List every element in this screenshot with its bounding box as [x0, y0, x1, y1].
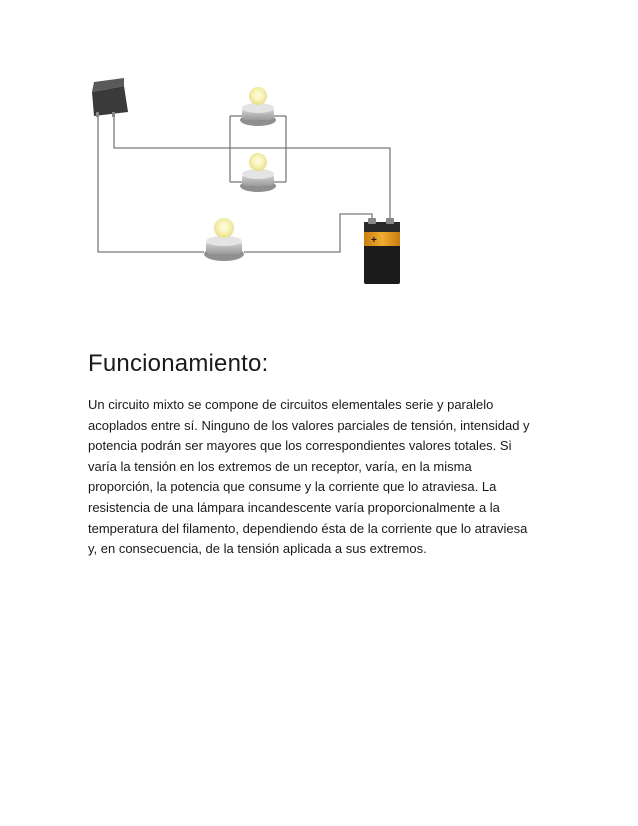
paragraph-line: temperatura del filamento, dependiendo ésta de la corriente que lo atraviesa	[88, 520, 528, 536]
mixed-circuit-diagram	[84, 72, 414, 290]
paragraph-line: proporción, la potencia que consume y la corriente que lo atraviesa. La	[88, 479, 497, 495]
bulb-icon	[240, 87, 276, 126]
section-heading: Funcionamiento:	[88, 350, 269, 377]
battery-positive-symbol: +	[371, 235, 377, 246]
battery-icon	[364, 218, 400, 284]
paragraph-line: potencia podrán ser mayores que los correspondientes valores totales. Si	[88, 438, 512, 454]
paragraph-line: Un circuito mixto se compone de circuitos elementales serie y paralelo	[88, 397, 494, 412]
paragraph-line: y, en consecuencia, de la tensión aplicada a sus extremos.	[88, 541, 427, 557]
bulb-icon	[240, 153, 276, 192]
paragraph-line: resistencia de una lámpara incandescente varía proporcionalmente a la	[88, 499, 500, 515]
switch-icon	[92, 78, 128, 117]
paragraph-line: varía la tensión en los extremos de un receptor, varía, en la misma	[88, 458, 472, 474]
paragraph-line: acoplados entre sí. Ninguno de los valores parciales de tensión, intensidad y	[88, 417, 530, 433]
bulb-icon	[204, 218, 244, 261]
body-paragraph	[88, 395, 558, 560]
